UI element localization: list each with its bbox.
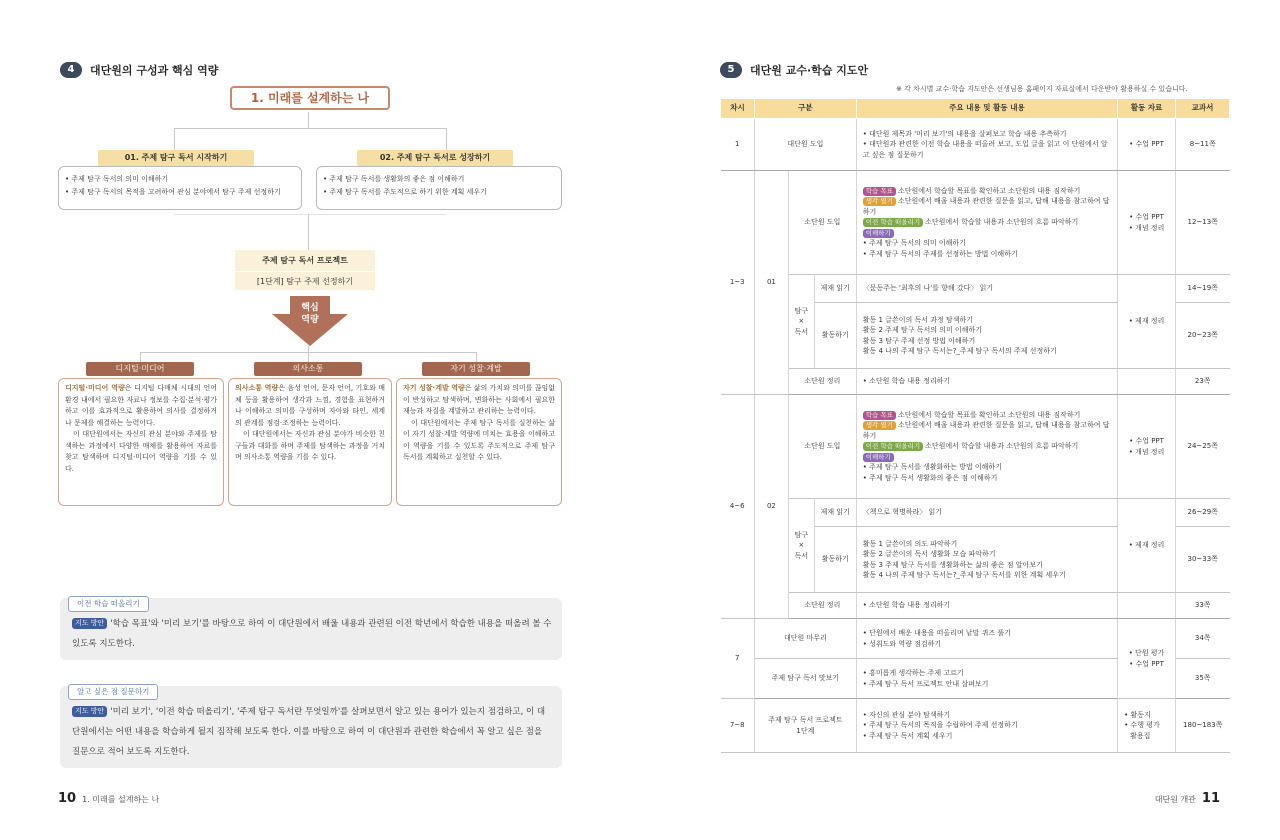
material-cell: • 단원 평가 • 수업 PPT bbox=[1118, 619, 1176, 699]
tag-understand: 이해하기 bbox=[863, 453, 894, 462]
competency-keyword: 의사소통 역량 bbox=[235, 384, 279, 392]
section-heading bbox=[720, 62, 868, 78]
connector-line bbox=[174, 214, 446, 215]
material-cell: • 수업 PPT • 개념 정리 bbox=[1118, 395, 1176, 499]
pages-cell: 35쪽 bbox=[1175, 659, 1229, 699]
core-label: 핵심 역량 bbox=[301, 303, 319, 325]
connector-line bbox=[308, 112, 309, 128]
table-row bbox=[721, 395, 1230, 499]
material-cell bbox=[1118, 593, 1176, 619]
pages-cell: 180~183쪽 bbox=[1175, 699, 1229, 753]
table-row bbox=[721, 619, 1230, 659]
subunit-2-box bbox=[316, 166, 562, 210]
table-row bbox=[721, 119, 1230, 171]
guide-text: '미리 보기', '이전 학습 떠올리기', '주제 탐구 독서란 무엇일까'를 살펴보면서 알고 있는 용어가 있는지 점검하고, 이 대단원에서는 어떤 내용을 학습하게 될지 짐작해 보도록 한다. 이를 바탕으로 하여 이 대단원과 관련한 학습에서 꼭 알고 싶은 점을 질문으로 적어 보도록 지도한다. bbox=[72, 707, 546, 757]
connector-line bbox=[174, 128, 175, 150]
pages-cell: 23쪽 bbox=[1175, 369, 1229, 395]
competency-box bbox=[396, 378, 562, 506]
table-row bbox=[721, 171, 1230, 275]
division-cell: 소단원 정리 bbox=[788, 593, 856, 619]
tag-goal: 학습 목표 bbox=[863, 411, 896, 420]
right-page bbox=[640, 0, 1280, 840]
subunit-2-item: • 주제 탐구 독서를 주도적으로 하기 위한 계획 세우기 bbox=[323, 188, 487, 196]
competency-text: 이 대단원에서는 자신의 관심 분야와 주제를 탐색하는 과정에서 다양한 매체를 활용하여 자료를 찾고 탐색하며 디지털·미디어 역량을 기를 수 있다. bbox=[65, 430, 217, 473]
material-cell: • 수업 PPT • 개념 정리 bbox=[1118, 171, 1176, 275]
pages-cell: 33쪽 bbox=[1175, 593, 1229, 619]
project-title: 주제 탐구 독서 프로젝트 bbox=[262, 256, 348, 265]
section-title: 대단원 교수·학습 지도안 bbox=[750, 64, 869, 77]
connector-line bbox=[476, 352, 477, 362]
division-cell: 소단원 도입 bbox=[788, 171, 856, 275]
col-header: 교과서 bbox=[1175, 99, 1229, 119]
division-cell: 소단원 정리 bbox=[788, 369, 856, 395]
col-header: 차시 bbox=[721, 99, 755, 119]
page-footer bbox=[1155, 791, 1220, 806]
content-cell: 〈책으로 혁명하라〉 읽기 bbox=[856, 499, 1117, 527]
table-row bbox=[721, 369, 1230, 395]
connector-line bbox=[308, 214, 309, 250]
guide-text: '학습 목표'와 '미리 보기'를 바탕으로 하여 이 대단원에서 배울 내용과 관련된 이전 학년에서 학습한 내용을 떠올려 볼 수 있도록 지도한다. bbox=[72, 619, 552, 649]
page-number: 11 bbox=[1201, 791, 1220, 806]
pages-cell: 20~23쪽 bbox=[1175, 303, 1229, 369]
period-cell: 1~3 bbox=[721, 171, 755, 395]
running-title: 대단원 개관 bbox=[1154, 795, 1196, 804]
running-title: 1. 미래를 설계하는 나 bbox=[82, 795, 160, 804]
material-cell: • 제재 정리 bbox=[1118, 499, 1176, 593]
connector-line bbox=[174, 128, 446, 129]
subunit-1-title: 01. 주제 탐구 독서 시작하기 bbox=[98, 150, 254, 166]
col-header: 활동 자료 bbox=[1118, 99, 1176, 119]
tag-recall: 이전 학습 떠올리기 bbox=[863, 442, 923, 451]
pages-cell: 24~25쪽 bbox=[1175, 395, 1229, 499]
connector-line bbox=[308, 346, 309, 362]
period-cell: 1 bbox=[721, 119, 755, 171]
division-cell: 소단원 도입 bbox=[788, 395, 856, 499]
col-header: 구분 bbox=[754, 99, 856, 119]
division-cell: 주제 탐구 독서 프로젝트 1단계 bbox=[754, 699, 856, 753]
division-cell: 대단원 마무리 bbox=[754, 619, 856, 659]
period-cell: 7~8 bbox=[721, 699, 755, 753]
content-cell: • 소단원 학습 내용 정리하기 bbox=[856, 369, 1117, 395]
lesson-plan-table bbox=[720, 98, 1230, 753]
content-cell: • 소단원 학습 내용 정리하기 bbox=[856, 593, 1117, 619]
content-cell: 학습 목표 소단원에서 학습할 목표를 확인하고 소단원의 내용 짐작하기 생각 열기 소단원에서 배울 내용과 관련한 질문을 읽고, 답해 내용을 참고하여 답하기 이전 학습 떠올리기 소단원에서 학습할 내용과 소단원의 흐름 파악하기 이해하기 • 주제 탐구 독서의 의미 이해하기 • 주제 탐구 독서의 주제를 선정하는 방법 이해하기 bbox=[856, 171, 1117, 275]
table-row bbox=[721, 275, 1230, 303]
competency-keyword: 자기 성찰·계발 역량 bbox=[403, 384, 465, 392]
subunit-1-item: • 주제 탐구 독서의 의미 이해하기 bbox=[65, 175, 169, 183]
competency-box bbox=[228, 378, 392, 506]
tag-goal: 학습 목표 bbox=[863, 187, 896, 196]
content-cell: 〈묻동주는 '최후의 나'를 향해 갔다〉 읽기 bbox=[856, 275, 1117, 303]
pages-cell: 26~29쪽 bbox=[1175, 499, 1229, 527]
content-cell: • 단원에서 배운 내용을 떠올리며 낱말 퀴즈 풀기 • 성취도와 역량 점검하기 bbox=[856, 619, 1117, 659]
connector-line bbox=[446, 128, 447, 150]
subunit-cell: 02 bbox=[754, 395, 788, 619]
project-box bbox=[235, 250, 375, 290]
pages-cell: 34쪽 bbox=[1175, 619, 1229, 659]
col-header: 주요 내용 및 활동 내용 bbox=[856, 99, 1117, 119]
competency-head: 자기 성찰·계발 bbox=[422, 362, 530, 376]
table-row bbox=[721, 499, 1230, 527]
tamgu-cell: 탐구 × 독서 bbox=[788, 499, 814, 593]
page-footer bbox=[58, 791, 159, 806]
content-cell: • 흥미롭게 생각하는 주제 고르기 • 주제 탐구 독서 프로젝트 안내 살펴보기 bbox=[856, 659, 1117, 699]
subunit-cell: 01 bbox=[754, 171, 788, 395]
subunit-1-box bbox=[58, 166, 302, 210]
material-cell: • 수업 PPT bbox=[1118, 119, 1176, 171]
pages-cell: 8~11쪽 bbox=[1175, 119, 1229, 171]
tag-open: 생각 열기 bbox=[863, 197, 896, 206]
competency-head: 의사소통 bbox=[254, 362, 362, 376]
competency-text: 은 음성 언어, 문자 언어, 기호와 매체 등을 활용하여 생각과 느낌, 경험을 표현하거나 이해하고 의미를 구성하며 자아와 타인, 세계의 관계를 점검·조정하는 능력이다. bbox=[235, 384, 385, 427]
material-cell: • 제재 정리 bbox=[1118, 275, 1176, 369]
division-cell: 대단원 도입 bbox=[754, 119, 856, 171]
guide-tab: 알고 싶은 점 질문하기 bbox=[68, 684, 158, 700]
competency-text: 이 대단원에서는 자신과 관심 분야가 비슷한 친구들과 대화를 하며 주제를 탐색하는 과정을 거치며 의사소통 역량을 기를 수 있다. bbox=[235, 430, 385, 461]
competency-head: 디지털·미디어 bbox=[86, 362, 194, 376]
table-row bbox=[721, 593, 1230, 619]
competency-keyword: 디지털·미디어 역량 bbox=[65, 384, 125, 392]
table-row bbox=[721, 699, 1230, 753]
content-cell: 활동 1 글쓴이의 의도 파악하기 활동 2 글쓴이의 독서 생활화 모습 파악하기 활동 3 주제 탐구 독서를 생활화하는 삶의 좋은 점 알아보기 활동 4 나의 주제 탐구 독서는?_주제 탐구 독서를 위한 계획 세우기 bbox=[856, 527, 1117, 593]
competency-text: 은 삶의 가치와 의미를 끊임없이 반성하고 탐색하며, 변화하는 사회에서 필요한 재능과 자질을 계발하고 관리하는 능력이다. bbox=[403, 384, 555, 415]
tamgu-cell: 탐구 × 독서 bbox=[788, 275, 814, 369]
section-number: 5 bbox=[720, 62, 742, 78]
period-cell: 7 bbox=[721, 619, 755, 699]
guide-badge: 지도 방안 bbox=[72, 706, 107, 717]
division-cell: 활동하기 bbox=[814, 527, 856, 593]
competency-text: 은 디지털 다매체 시대의 언어 환경 내에서 필요한 자료나 정보를 수집·분석·평가하고 이를 효과적으로 활용하여 의사를 결정하거나 문제를 해결하는 능력이다. bbox=[65, 384, 217, 427]
content-cell: • 대단원 제목과 '미리 보기'의 내용을 살펴보고 학습 내용 추측하기 • 대단원과 관련한 이전 학습 내용을 떠올려 보고, 도입 글을 읽고 이 단원에서 알고 싶은 점 질문하기 bbox=[856, 119, 1117, 171]
division-cell: 활동하기 bbox=[814, 303, 856, 369]
pages-cell: 30~33쪽 bbox=[1175, 527, 1229, 593]
division-cell: 제재 읽기 bbox=[814, 499, 856, 527]
tag-open: 생각 열기 bbox=[863, 421, 896, 430]
content-cell: 활동 1 글쓴이의 독서 과정 탐색하기 활동 2 주제 탐구 독서의 의미 이해하기 활동 3 탐구 주제 선정 방법 이해하기 활동 4 나의 주제 탐구 독서는?_주제 탐구 독서의 주제 선정하기 bbox=[856, 303, 1117, 369]
page-number: 10 bbox=[58, 791, 77, 806]
material-cell: • 활동지 • 수행 평가 활용집 bbox=[1118, 699, 1176, 753]
competency-text: 이 대단원에서는 주제 탐구 독서를 실천하는 삶이 자기 성찰·계발 역량에 미치는 효용을 이해하고 이 역량을 기를 수 있도록 주도적으로 주제 탐구 독서를 계획하고 실천할 수 있다. bbox=[403, 418, 555, 461]
content-cell: 학습 목표 소단원에서 학습할 목표를 확인하고 소단원의 내용 짐작하기 생각 열기 소단원에서 배울 내용과 관련한 질문을 읽고, 답해 내용을 참고하여 답하기 이전 학습 떠올리기 소단원에서 학습할 내용과 소단원의 흐름 파악하기 이해하기 • 주제 탐구 독서를 생활화하는 방법 이해하기 • 주제 탐구 독서 생활화의 좋은 점 이해하기 bbox=[856, 395, 1117, 499]
division-cell: 제재 읽기 bbox=[814, 275, 856, 303]
subunit-1-item: • 주제 탐구 독서의 목적을 고려하여 관심 분야에서 탐구 주제 선정하기 bbox=[65, 188, 281, 196]
section-heading bbox=[60, 62, 218, 78]
pages-cell: 14~19쪽 bbox=[1175, 275, 1229, 303]
competency-box bbox=[58, 378, 224, 506]
tag-understand: 이해하기 bbox=[863, 229, 894, 238]
section-title: 대단원의 구성과 핵심 역량 bbox=[90, 64, 219, 77]
material-cell bbox=[1118, 369, 1176, 395]
content-cell: • 자신의 관심 분야 탐색하기 • 주제 탐구 독서의 목적을 수립하여 주제 선정하기 • 주제 탐구 독서 계획 세우기 bbox=[856, 699, 1117, 753]
connector-line bbox=[140, 352, 141, 362]
pages-cell: 12~13쪽 bbox=[1175, 171, 1229, 275]
tag-recall: 이전 학습 떠올리기 bbox=[863, 218, 923, 227]
guide-badge: 지도 방안 bbox=[72, 618, 107, 629]
table-note: ※ 각 차시별 교수·학습 지도안은 선생님용 홈페이지 자료실에서 다운받아 활용하실 수 있습니다. bbox=[896, 85, 1188, 93]
period-cell: 4~6 bbox=[721, 395, 755, 619]
unit-title: 1. 미래를 설계하는 나 bbox=[230, 86, 390, 110]
division-cell: 주제 탐구 독서 맛보기 bbox=[754, 659, 856, 699]
guide-tab: 이전 학습 떠올리기 bbox=[68, 596, 149, 612]
section-number: 4 bbox=[60, 62, 82, 78]
subunit-2-title: 02. 주제 탐구 독서로 성장하기 bbox=[357, 150, 513, 166]
subunit-2-item: • 주제 탐구 독서를 생활화의 좋은 점 이해하기 bbox=[323, 175, 465, 183]
project-step: [1단계] 탐구 주제 선정하기 bbox=[235, 271, 375, 289]
table-header-row bbox=[721, 99, 1230, 119]
